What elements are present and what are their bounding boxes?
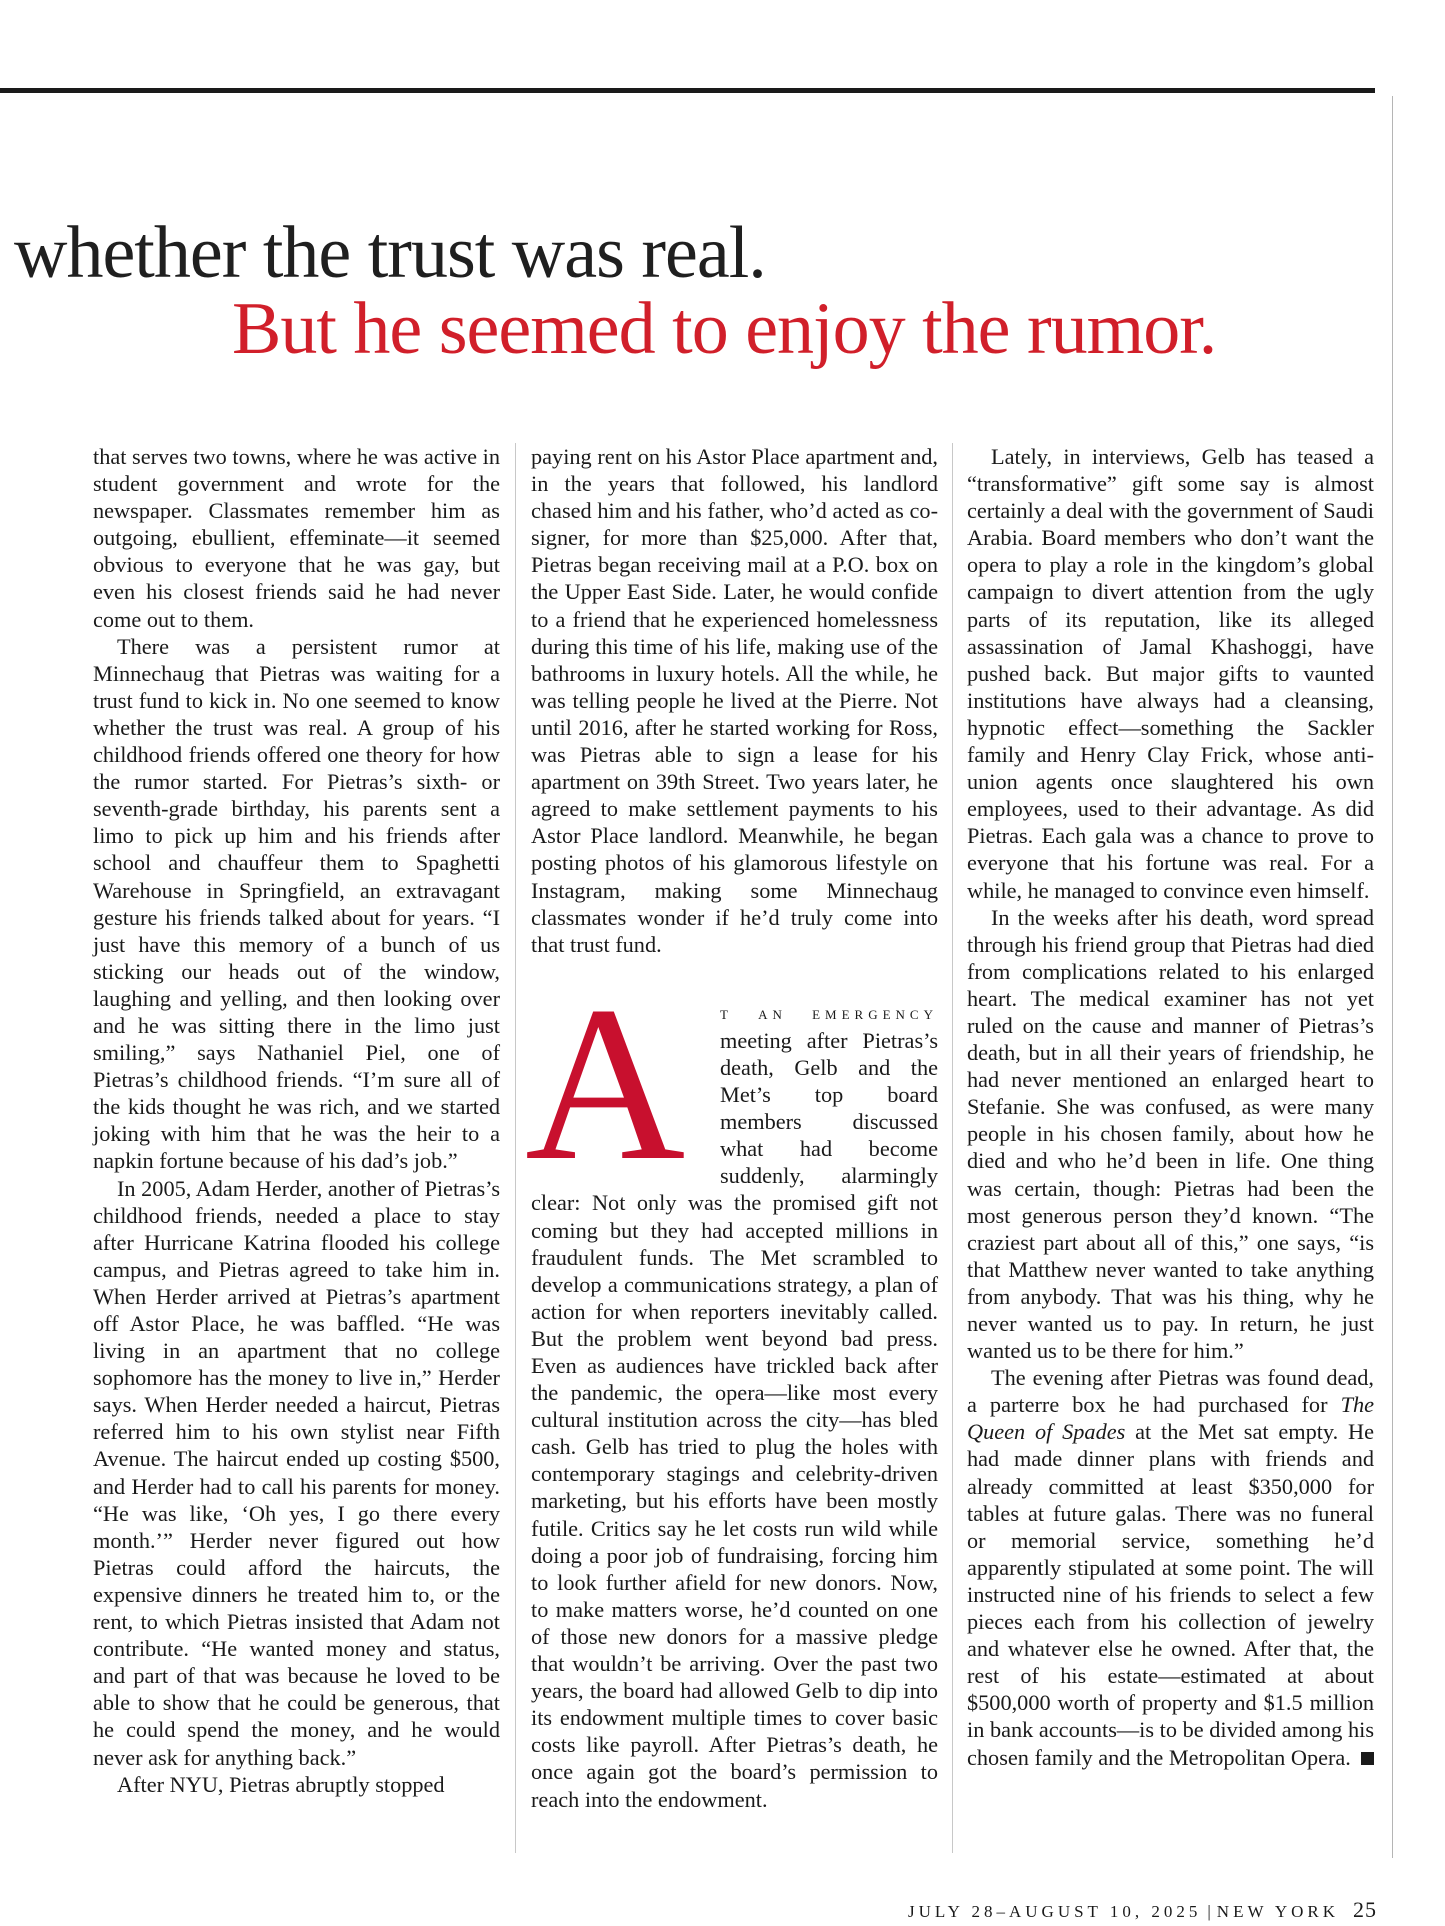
article-column-3: [967, 443, 1374, 1771]
pull-quote-line-2: But he seemed to enjoy the rumor.: [232, 288, 1217, 370]
column-2-paragraph-1: paying rent on his Astor Place apartment and, in the years that followed, his landlord chased him and his father, who’d acted as co-signer, for more than $25,000. After that, Pietras began receiving mail at a P.O. box on the Upper East Side. Later, he would confide to a friend that he experienced homelessness during this time of his life, making use of the bathrooms in luxury hotels. All the while, he was telling people he lived at the Pierre. Not until 2016, after he started working for Ross, was Pietras able to sign a lease for his apartment on 39th Street. Two years later, he agreed to make settlement payments to his Astor Place landlord. Meanwhile, he began posting photos of his glamorous lifestyle on Instagram, making some Minnechaug classmates wonder if he’d truly come into that trust fund.: [531, 444, 938, 957]
end-of-article-mark: [1361, 1752, 1374, 1765]
column-2-paragraph-2-text: meeting after Pietras’s death, Gelb and the Met’s top board members discussed what had become suddenly, alarmingly clear: Not only was the promised gift not coming but they had accepted millions in fraudulent funds. The Met scrambled to develop a communications strategy, a plan of action for when reporters inevitably called. But the problem went beyond bad press. Even as audiences have trickled back after the pandemic, the opera—like most every cultural institution across the city—has bled cash. Gelb has tried to plug the holes with contemporary stagings and celebrity-driven marketing, but his efforts have been mostly futile. Critics say he let costs run wild while doing a poor job of fundraising, forcing him to look further afield for new donors. Now, to make matters worse, he’d counted on one of those new donors for a massive pledge that wouldn’t be arriving. Over the past two years, the board had allowed Gelb to dip into its endowment multiple times to cover basic costs like payroll. After Pietras’s death, he once again got the board’s permission to reach into the endowment.: [531, 1027, 938, 1812]
right-margin-rule: [1392, 96, 1393, 1858]
column-1-paragraph-1: that serves two towns, where he was active in student government and wrote for the newspaper. Classmates remember him as outgoing, ebullient, effeminate—it seemed obvious to everyone that he was gay, but even his closest friends said he had never come out to them.: [93, 444, 500, 632]
drop-cap: A: [525, 960, 686, 1207]
column-1-paragraph-2: There was a persistent rumor at Minnechaug that Pietras was waiting for a trust fund to kick in. No one seemed to know whether the trust was real. A group of his childhood friends offered one theory for how the rumor started. For Pietras’s sixth- or seventh-grade birthday, his parents sent a limo to pick up him and his friends after school and chauffeur them to Spaghetti Warehouse in Springfield, an extravagant gesture his friends talked about for years. “I just have this memory of a bunch of us sticking our heads out of the window, laughing and yelling, and then looking over and he was sitting there in the limo just smiling,” says Nathaniel Piel, one of Pietras’s childhood friends. “I’m sure all of the kids thought he was rich, and we started joking with him that he was the heir to a napkin fortune because of his dad’s job.”: [93, 633, 500, 1174]
issue-date: JULY 28–AUGUST 10, 2025: [908, 1902, 1202, 1921]
column-3-paragraph-3: [967, 1364, 1374, 1770]
article-column-2: [525, 443, 938, 1813]
column-divider-1: [515, 443, 516, 1853]
column-3-paragraph-1: Lately, in interviews, Gelb has teased a “transformative” gift some say is almost certainly a deal with the government of Saudi Arabia. Board members who don’t want the opera to play a role in the kingdom’s global campaign to divert attention from the ugly parts of its reputation, like its alleged assassination of Jamal Khashoggi, have pushed back. But major gifts to vaunted institutions have always had a cleansing, hypnotic effect—something the Sackler family and Henry Clay Frick, whose anti-union agents once slaughtered his own employees, used to their advantage. As did Pietras. Each gala was a chance to prove to everyone that his fortune was real. For a while, he managed to convince even himself.: [967, 444, 1374, 903]
article-column-1: [93, 443, 500, 1798]
column-3-paragraph-3-start: The evening after Pietras was found dead, a parterre box he had purchased for: [967, 1365, 1374, 1418]
page-footer: [908, 1897, 1377, 1923]
pull-quote-line-1: whether the trust was real.: [14, 212, 766, 294]
column-divider-2: [952, 443, 953, 1853]
column-3-paragraph-3-end: at the Met sat empty. He had made dinner plans with friends and already committed at least $350,000 for tables at future galas. There was no funeral or memorial service, something he’d apparently stipulated at some point. The will instructed nine of his friends to select a few pieces each from his collection of jewelry and whatever else he owned. After that, the rest of his estate—estimated at about $500,000 worth of property and $1.5 million in bank accounts—is to be divided among his chosen family and the Metropolitan Opera.: [967, 1419, 1375, 1770]
column-1-paragraph-3: In 2005, Adam Herder, another of Pietras’s childhood friends, needed a place to stay after Hurricane Katrina flooded his college campus, and Pietras agreed to take him in. When Herder arrived at Pietras’s apartment off Astor Place, he was baffled. “He was living in an apartment that no college sophomore has the money to live in,” Herder says. When Herder needed a haircut, Pietras referred him to his own stylist near Fifth Avenue. The haircut ended up costing $500, and Herder had to call his parents for money. “He was like, ‘Oh yes, I go there every month.’” Herder never figured out how Pietras could afford the haircuts, the expensive dinners he treated him to, or the rent, to which Pietras insisted that Adam not contribute. “He wanted money and status, and part of that was because he loved to be able to show that he could be generous, that he could spend the money, and he would never ask for anything back.”: [93, 1175, 501, 1770]
section-opening: [525, 960, 938, 1813]
page-number: 25: [1353, 1897, 1377, 1922]
column-1-paragraph-4: After NYU, Pietras abruptly stopped: [117, 1771, 445, 1797]
small-caps-lead-in: t an emergency: [720, 1002, 938, 1024]
top-rule: [0, 88, 1375, 93]
column-3-paragraph-2: In the weeks after his death, word spread through his friend group that Pietras had died from complications related to his enlarged heart. The medical examiner has not yet ruled on the cause and manner of Pietras’s death, but in all their years of friendship, he had never mentioned an enlarged heart to Stefanie. She was confused, as were many people in his chosen family, about how he died and who he’d been in life. One thing was certain, though: Pietras had been the most generous person they’d known. “The craziest part about all of this,” one says, “is that Matthew never wanted to take anything from anybody. That was his thing, why he never wanted us to pay. In return, he just wanted us to be there for him.”: [967, 904, 1374, 1364]
footer-separator: |: [1207, 1902, 1211, 1921]
publication-name: NEW YORK: [1216, 1902, 1339, 1921]
opera-title: The Queen of Spades: [967, 1392, 1375, 1445]
